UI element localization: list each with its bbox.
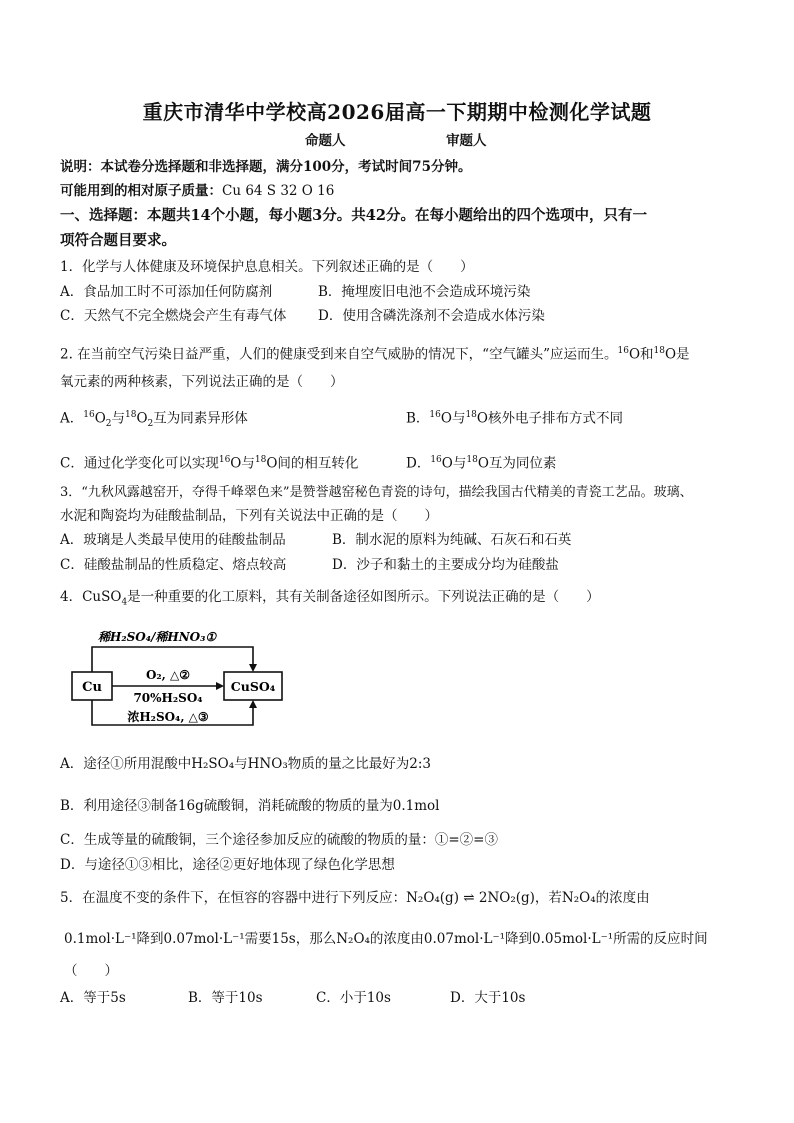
q2-stem-line1 — [60, 342, 690, 364]
q2-option-c — [60, 451, 358, 473]
sup-18: 18 — [466, 455, 478, 465]
q3-option-a: A．玻璃是人类最早使用的硅酸盐制品 — [60, 532, 286, 548]
atomic-mass-label: 可能用到的相对原子质量： — [60, 183, 222, 199]
cuso4-preparation-diagram — [64, 617, 289, 741]
q2-a-mid: 与 — [111, 410, 126, 427]
q2-stem-text: 2. 在当前空气污染日益严重，人们的健康受到来自空气威胁的情况下，“空气罐头”应运而生。 — [60, 346, 618, 363]
route2-top-label: O₂, △② — [145, 668, 191, 682]
q5-option-d: D．大于10s — [450, 990, 526, 1006]
sup-18: 18 — [254, 455, 267, 465]
sub-4: 4 — [121, 597, 128, 608]
q2-iso-text1: O和 — [628, 346, 654, 363]
sup-18: 18 — [653, 346, 665, 356]
q1-option-a: A．食品加工时不可添加任何防腐剂 — [60, 284, 273, 300]
route1-label: 稀H₂SO₄/稀HNO₃① — [98, 630, 217, 644]
sub-2: 2 — [105, 419, 112, 430]
q1-option-b: B．掩埋废旧电池不会造成环境污染 — [318, 284, 531, 300]
exam-title: 重庆市清华中学校高2026届高一下期期中检测化学试题 — [142, 100, 652, 124]
q4-stem-post: 是一种重要的化工原料，其有关制备途径如图所示。下列说法正确的是（ ） — [127, 589, 600, 605]
route2-bottom-label: 70%H₂SO₄ — [133, 691, 203, 705]
q4-stem — [60, 588, 600, 612]
cuso4-label: CuSO₄ — [230, 679, 276, 694]
route3-arrowhead — [249, 700, 257, 708]
sup-16: 16 — [83, 410, 95, 420]
sub-2: 2 — [147, 419, 154, 430]
section-heading-line2: 项符合题目要求。 — [60, 232, 176, 249]
q4-stem-pre: 4．CuSO — [60, 589, 122, 605]
route3-label: 浓H₂SO₄, △③ — [127, 710, 209, 724]
q3-option-d: D．沙子和黏土的主要成分均为硅酸盐 — [332, 557, 559, 573]
q5-option-c: C．小于10s — [316, 990, 391, 1006]
q2-d-mid: O与 — [441, 455, 467, 472]
q2-d-end: O互为同位素 — [477, 455, 557, 472]
atomic-mass-values: Cu 64 S 32 O 16 — [222, 183, 335, 199]
cu-label: Cu — [82, 680, 102, 695]
route1-arrowhead — [249, 664, 257, 672]
q4-option-a: A．途径①所用混酸中H₂SO₄与HNO₃物质的量之比最好为2:3 — [60, 756, 431, 772]
sup-18: 18 — [465, 410, 477, 420]
sup-16: 16 — [429, 410, 441, 420]
q5-stem-line1: 5．在温度不变的条件下，在恒容的容器中进行下列反应：N₂O₄(g) ⇌ 2NO₂(g)，若N₂O₄的浓度由 — [60, 890, 650, 906]
q2-option-a — [60, 406, 248, 433]
q5-option-b: B．等于10s — [188, 990, 263, 1006]
q1-option-d: D．使用含磷洗涤剂不会造成水体污染 — [318, 308, 545, 324]
q2-a-o2: O — [136, 410, 148, 427]
q2-b-end: O核外电子排布方式不同 — [476, 410, 623, 427]
reviewer-label: 审题人 — [446, 133, 487, 149]
q2-d-prefix: D． — [406, 455, 431, 472]
sup-16: 16 — [218, 455, 231, 465]
sup-18: 18 — [125, 410, 137, 420]
q3-option-b: B．制水泥的原料为纯碱、石灰石和石英 — [332, 532, 572, 548]
q2-stem-line2: 氧元素的两种核素，下列说法正确的是（ ） — [60, 374, 344, 390]
q2-c-prefix: C．通过化学变化可以实现 — [60, 455, 219, 472]
q3-stem-line2: 水泥和陶瓷均为硅酸盐制品，下列有关说法中正确的是（ ） — [60, 508, 438, 524]
exam-instructions: 说明：本试卷分选择题和非选择题，满分100分，考试时间75分钟。 — [60, 159, 472, 175]
q4-option-c: C．生成等量的硫酸铜，三个途径参加反应的硫酸的物质的量：①=②=③ — [60, 832, 498, 848]
sup-16: 16 — [617, 346, 629, 356]
atomic-mass-line — [60, 182, 334, 200]
route2-arrowhead — [216, 682, 224, 690]
q5-stem-line2: 0.1mol·L⁻¹降到0.07mol·L⁻¹需要15s，那么N₂O₄的浓度由0.07mol·L⁻¹降到0.05mol·L⁻¹所需的反应时间 — [64, 931, 708, 947]
section-heading-line1: 一、选择题：本题共14个小题，每小题3分。共42分。在每小题给出的四个选项中，只有一 — [60, 207, 647, 224]
sup-16: 16 — [430, 455, 442, 465]
q5-option-a: A．等于5s — [60, 990, 126, 1006]
setter-label: 命题人 — [305, 133, 346, 149]
q3-stem-line1: 3．“九秋风露越窑开，夺得千峰翠色来”是赞誉越窑秘色青瓷的诗句，描绘我国古代精美的青瓷工艺品。玻璃、 — [60, 485, 693, 500]
q2-a-end: 互为同素异形体 — [153, 410, 248, 427]
q4-option-d: D．与途径①③相比，途径②更好地体现了绿色化学思想 — [60, 857, 395, 873]
q2-b-mid: O与 — [440, 410, 466, 427]
q2-option-d — [406, 451, 556, 473]
q1-stem: 1．化学与人体健康及环境保护息息相关。下列叙述正确的是（ ） — [60, 259, 474, 275]
q2-a-prefix: A． — [60, 410, 84, 427]
q2-a-o1: O — [94, 410, 106, 427]
q4-option-b: B．利用途径③制备16g硫酸铜，消耗硫酸的物质的量为0.1mol — [60, 798, 440, 814]
q2-option-b — [406, 406, 623, 428]
q2-c-mid: O与 — [230, 455, 255, 472]
q1-option-c: C．天然气不完全燃烧会产生有毒气体 — [60, 308, 287, 324]
q2-b-prefix: B． — [406, 410, 430, 427]
q2-c-end: O间的相互转化 — [266, 455, 359, 472]
q2-iso-text2: O是 — [664, 346, 690, 363]
q3-option-c: C．硅酸盐制品的性质稳定、熔点较高 — [60, 557, 287, 573]
q5-stem-line3: （ ） — [64, 963, 118, 979]
